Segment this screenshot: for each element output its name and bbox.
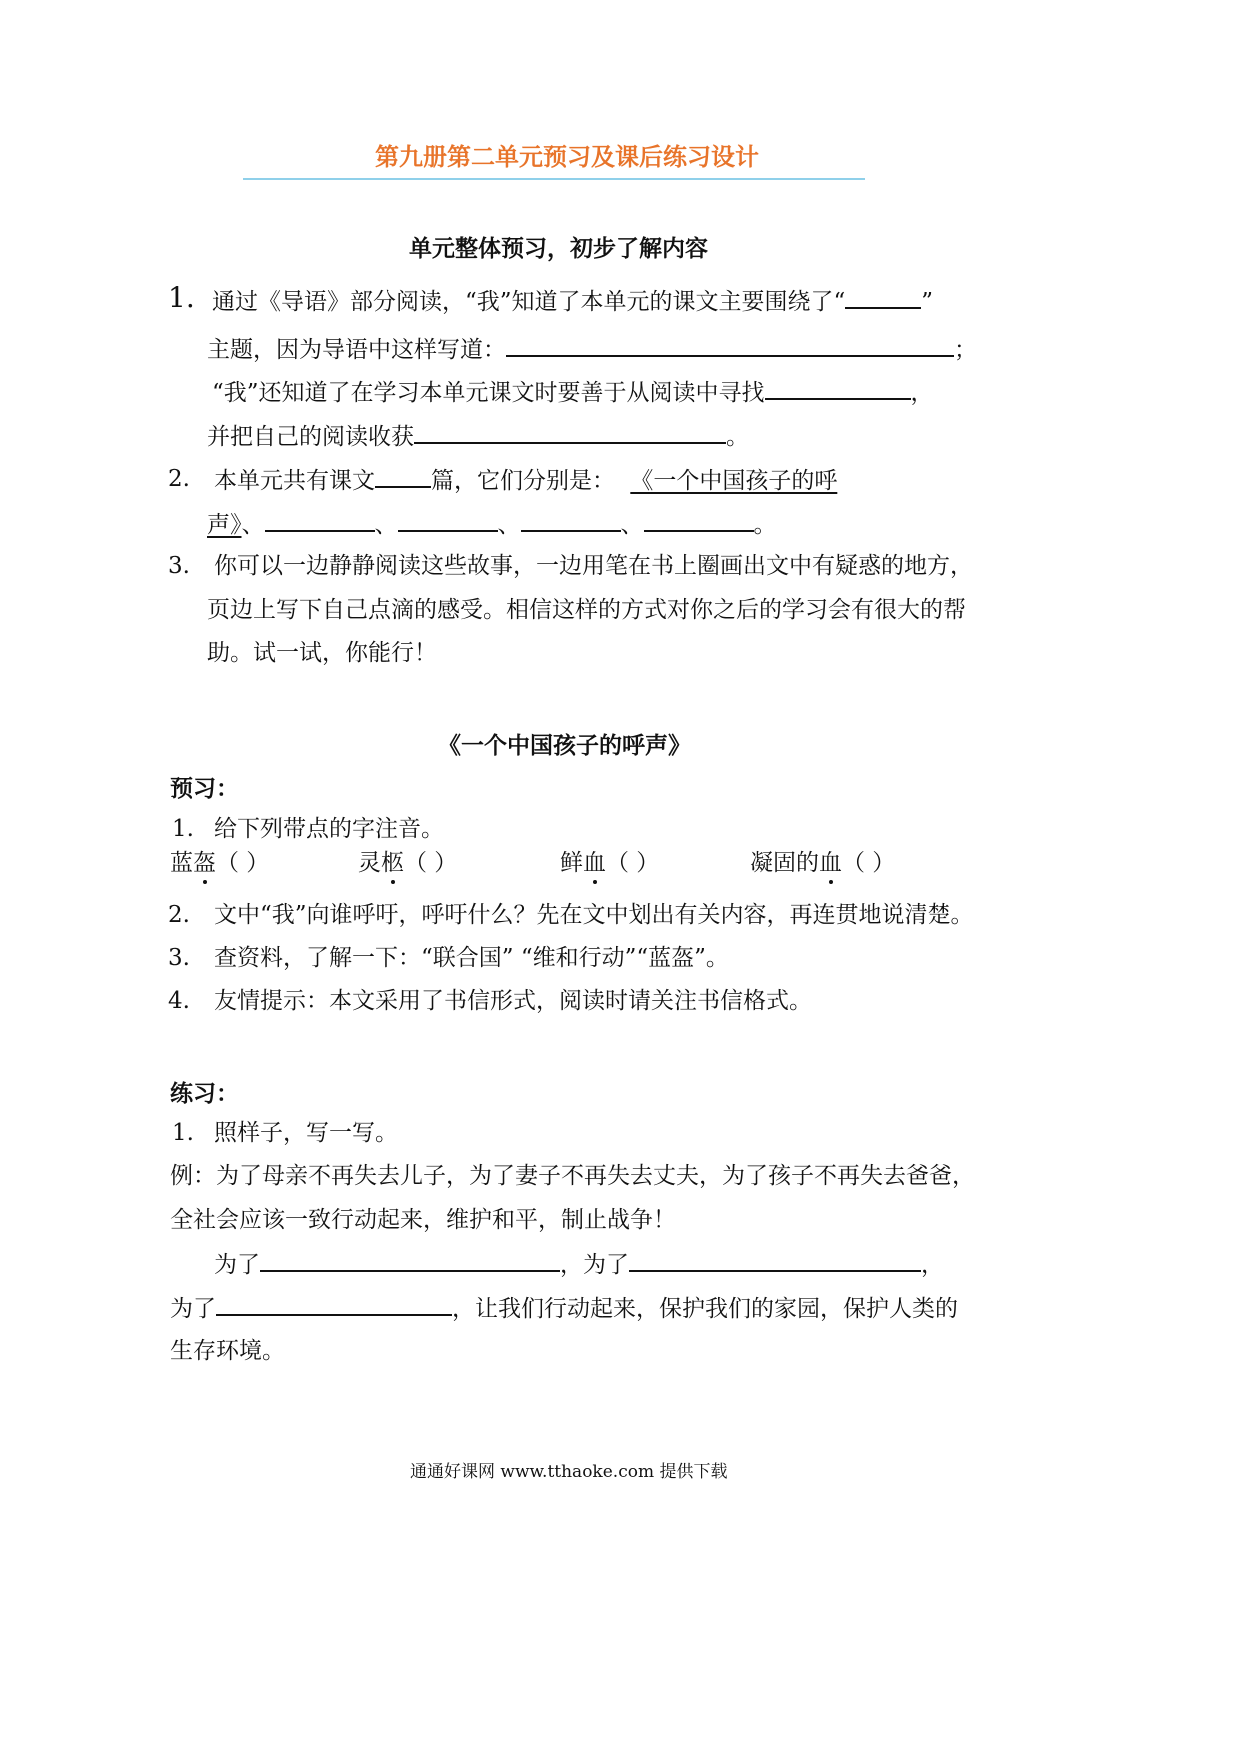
lesson-title: 声》	[207, 512, 242, 538]
example-text: 例：为了母亲不再失去儿子，为了妻子不再失去丈夫，为了孩子不再失去爸爸，	[170, 1163, 975, 1189]
lesson-heading: 《一个中国孩子的呼声》	[438, 732, 691, 759]
fill-line: 生存环境。	[170, 1338, 285, 1364]
pinyin-item: 蓝盔（ ）	[170, 850, 270, 876]
question-text: 声》、 、 、 、 。	[207, 508, 777, 540]
question-text: “我”还知道了在学习本单元课文时要善于从阅读中寻找 ，	[212, 376, 934, 408]
question-text: 文中“我”向谁呼吁，呼吁什么？先在文中划出有关内容，再连贯地说清楚。	[214, 902, 974, 928]
practice-label: 练习：	[170, 1080, 239, 1107]
fill-line: 为了 ，为了 ，	[214, 1248, 944, 1280]
question-text: 给下列带点的字注音。	[214, 816, 444, 842]
answer-blank[interactable]	[375, 464, 431, 488]
pinyin-item: 灵柩（ ）	[358, 850, 458, 876]
answer-blank[interactable]	[216, 1292, 452, 1316]
question-text: 你可以一边静静阅读这些故事，一边用笔在书上圈画出文中有疑惑的地方，	[214, 553, 973, 579]
answer-blank[interactable]	[260, 1248, 560, 1272]
question-text: 照样子，写一写。	[214, 1120, 398, 1146]
preview-label: 预习：	[170, 775, 239, 802]
question-number: 2.	[168, 902, 190, 928]
question-text: 本单元共有课文 篇，它们分别是： 《一个中国孩子的呼	[214, 464, 837, 496]
pinyin-item: 凝固的血（ ）	[750, 850, 896, 876]
question-text: 助。试一试，你能行！	[207, 640, 437, 666]
question-number: 4.	[168, 988, 190, 1014]
question-text: 查资料，了解一下：“联合国” “维和行动”“蓝盔”。	[214, 945, 729, 971]
answer-blank[interactable]	[414, 420, 726, 444]
lesson-title: 《一个中国孩子的呼	[630, 468, 838, 494]
footer-credit: 通通好课网 www.tthaoke.com 提供下载	[410, 1462, 728, 1482]
answer-blank[interactable]	[629, 1248, 921, 1272]
question-number: 3.	[168, 553, 190, 579]
answer-blank[interactable]	[765, 376, 911, 400]
question-number: 1.	[168, 281, 195, 314]
question-number: 3.	[168, 945, 190, 971]
fill-line: 为了 ，让我们行动起来，保护我们的家园，保护人类的	[170, 1292, 958, 1324]
question-number: 2.	[168, 466, 190, 492]
question-number: 1.	[172, 1120, 194, 1146]
example-text: 全社会应该一致行动起来，维护和平，制止战争！	[170, 1207, 676, 1233]
question-text: 并把自己的阅读收获 。	[207, 420, 749, 452]
section-heading: 单元整体预习，初步了解内容	[409, 235, 708, 262]
answer-blank[interactable]	[644, 508, 754, 532]
question-text: 页边上写下自己点滴的感受。相信这样的方式对你之后的学习会有很大的帮	[207, 597, 966, 623]
answer-blank[interactable]	[398, 508, 498, 532]
pinyin-item: 鲜血（ ）	[560, 850, 660, 876]
question-number: 1.	[172, 816, 194, 842]
question-text: 主题，因为导语中这样写道： ；	[207, 333, 977, 365]
question-text: 通过《导语》部分阅读，“我”知道了本单元的课文主要围绕了“ ”	[212, 285, 933, 317]
title-divider	[243, 178, 865, 180]
question-text: 友情提示：本文采用了书信形式，阅读时请关注书信格式。	[214, 988, 812, 1014]
document-title: 第九册第二单元预习及课后练习设计	[375, 142, 759, 171]
answer-blank[interactable]	[265, 508, 375, 532]
answer-blank[interactable]	[845, 285, 921, 309]
answer-blank[interactable]	[521, 508, 621, 532]
answer-blank[interactable]	[506, 333, 954, 357]
